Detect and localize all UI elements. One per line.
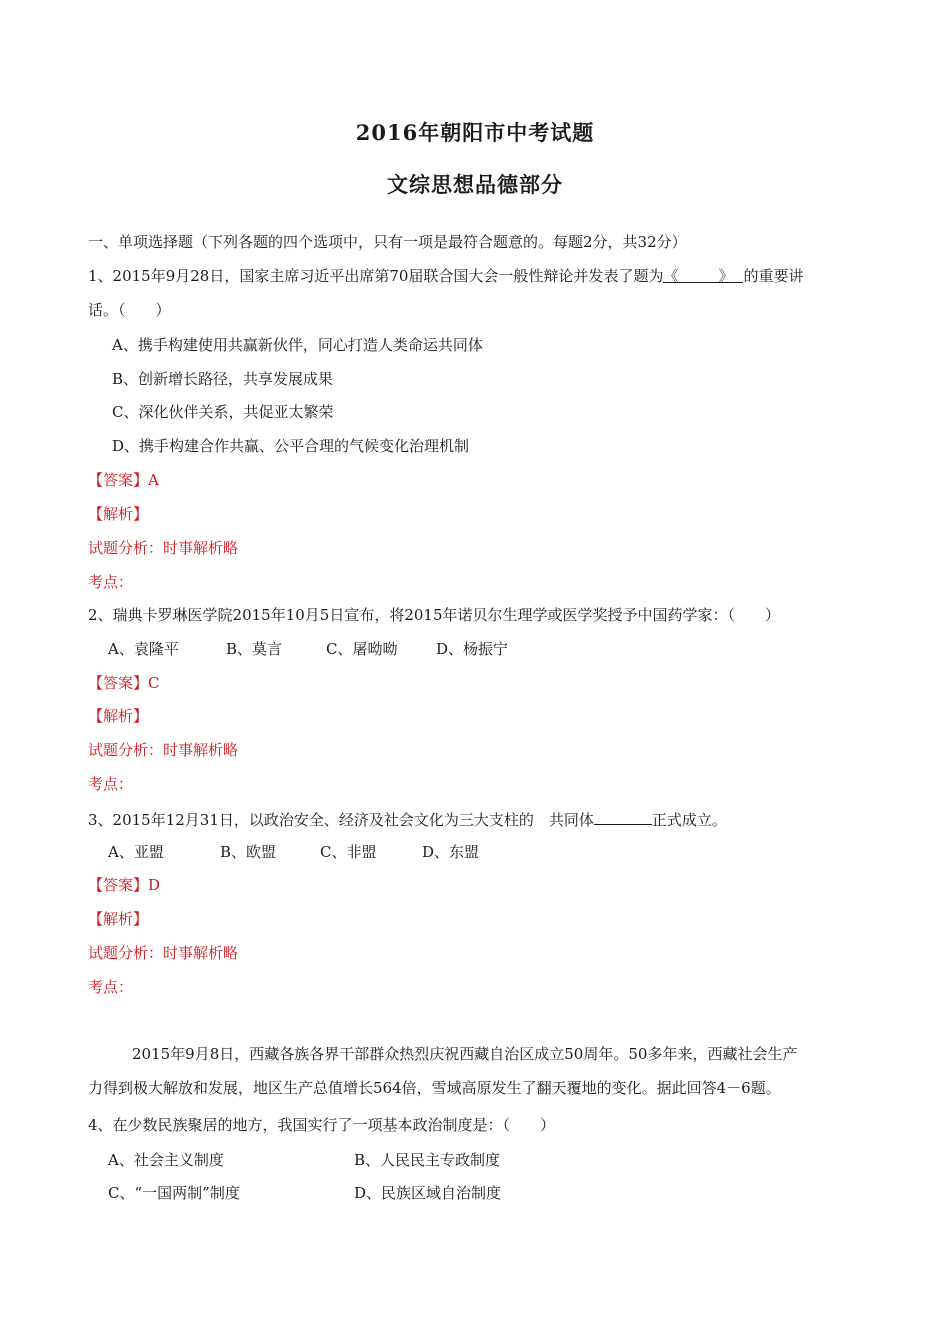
q1-analysis: 试题分析：时事解析略 [88,539,239,557]
q2-options [108,639,508,659]
q1-stem [88,266,803,286]
q2-option-a: A、袁隆平 [108,640,179,658]
q1-blank [663,266,743,283]
q1-option-a: A、携手构建使用共赢新伙伴，同心打造人类命运共同体 [112,336,483,354]
q4-option-d: D、民族区域自治制度 [354,1184,502,1202]
q1-analysis-label: 【解析】 [88,505,149,523]
q4-option-b: B、人民民主专政制度 [354,1151,501,1169]
q3-option-b: B、欧盟 [220,843,277,861]
q1-option-d: D、携手构建合作共赢、公平合理的气候变化治理机制 [112,437,470,455]
q4-options-row-1 [108,1150,608,1170]
q3-option-c: C、非盟 [320,843,377,861]
q1-stem-continued: 话。（ ） [88,301,171,319]
section-heading: 一、单项选择题（下列各题的四个选项中，只有一项是最符合题意的。每题2分，共32分） [88,233,687,251]
q2-stem: 2、瑞典卡罗琳医学院2015年10月5日宣布，将2015年诺贝尔生理学或医学奖授予中国药学家：（ ） [88,606,781,624]
q3-analysis-label: 【解析】 [88,910,149,928]
q1-blank-close: 》 [718,267,734,285]
q3-stem-text: 3、2015年12月31日，以政治安全、经济及社会文化为三大支柱的 共同体 [88,811,594,829]
q4-option-a: A、社会主义制度 [108,1151,224,1169]
q2-option-b: B、莫言 [226,640,283,658]
q3-stem [88,808,727,830]
q2-analysis: 试题分析：时事解析略 [88,741,239,759]
q1-answer: 【答案】A [88,471,159,489]
q2-answer: 【答案】C [88,674,160,692]
q3-stem-tail: 正式成立。 [651,811,727,829]
q4-options-row-2 [108,1183,608,1203]
q1-option-b: B、创新增长路径，共享发展成果 [112,370,334,388]
q3-option-a: A、亚盟 [108,843,164,861]
q1-blank-open: 《 [663,267,679,285]
page-subtitle: 文综思想品德部分 [387,172,563,197]
material-line-1: 2015年9月8日，西藏各族各界干部群众热烈庆祝西藏自治区成立50周年。50多年来，西藏社会生产 [132,1045,798,1063]
q3-point: 考点： [88,978,134,996]
q2-point: 考点： [88,775,134,793]
q2-analysis-label: 【解析】 [88,707,149,725]
q2-option-d: D、杨振宁 [436,640,509,658]
q2-option-c: C、屠呦呦 [326,640,398,658]
q1-stem-text: 1、2015年9月28日，国家主席习近平出席第70届联合国大会一般性辩论并发表了题为 [88,267,664,285]
q3-analysis: 试题分析：时事解析略 [88,944,239,962]
q4-stem: 4、在少数民族聚居的地方，我国实行了一项基本政治制度是：（ ） [88,1116,556,1134]
q4-option-c: C、“一国两制”制度 [108,1184,240,1202]
q1-stem-tail: 的重要讲 [743,267,804,285]
q3-answer: 【答案】D [88,876,161,894]
q1-option-c: C、深化伙伴关系，共促亚太繁荣 [112,403,334,421]
q1-point: 考点： [88,573,134,591]
page-title: 2016年朝阳市中考试题 [355,120,595,145]
q3-blank [594,808,652,825]
material-line-2: 力得到极大解放和发展，地区生产总值增长564倍，雪域高原发生了翻天覆地的变化。据此回答4－6题。 [88,1079,781,1097]
q3-options [108,842,479,862]
q3-option-d: D、东盟 [422,843,480,861]
